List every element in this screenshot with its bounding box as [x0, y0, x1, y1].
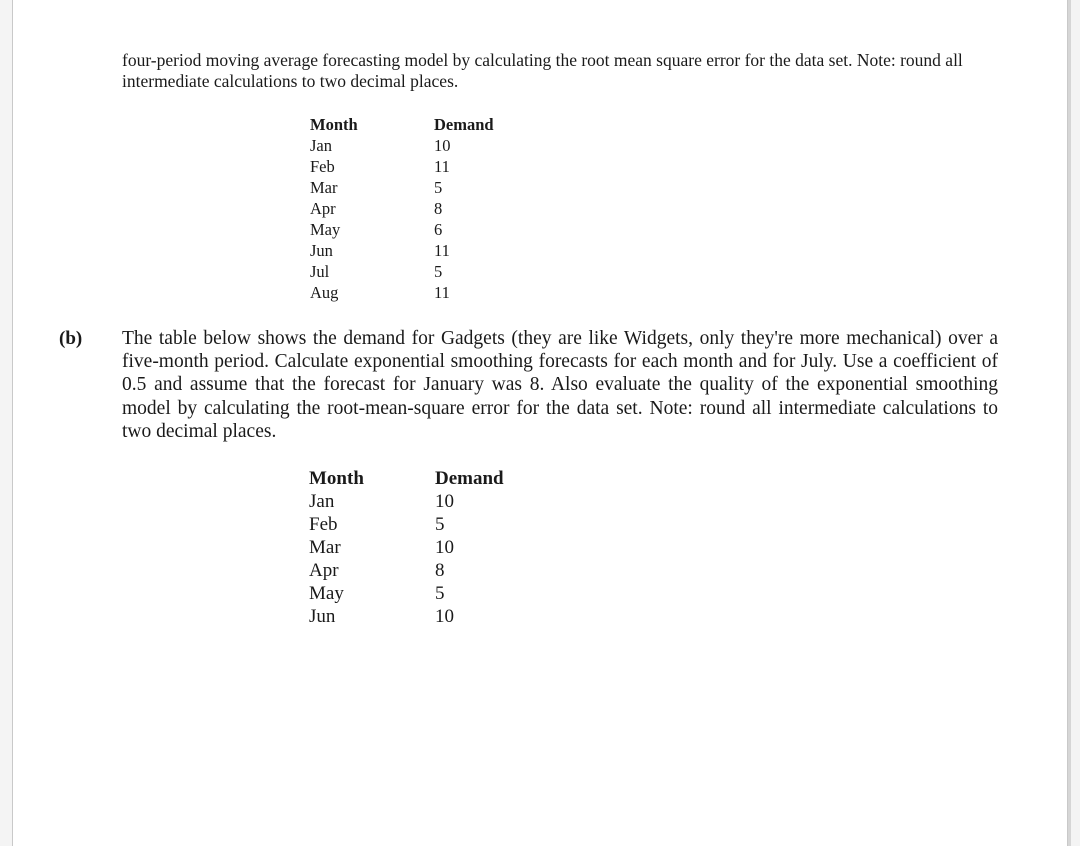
month-cell: Feb	[310, 157, 335, 176]
month-cell: Jul	[310, 262, 330, 281]
demand-cell: 5	[435, 514, 445, 535]
month-cell: Jun	[309, 606, 336, 627]
month-cell: Apr	[310, 199, 336, 218]
demand-header: Demand	[435, 468, 504, 489]
demand-cell: 11	[434, 283, 450, 302]
part-b-text: The table below shows the demand for Gadgets (they are like Widgets, only they're more mechanical) over a five-month period. Calculate exponential smoothing forecasts for each month and for July. Use a coefficient of 0.5 and assume that the forecast for January was 8. Also evaluate the quality of the exponential smoothing model by calculating the root-mean-square error for the data set. Note: round all intermediate calculations to two decimal places.	[122, 328, 998, 442]
month-cell: Aug	[310, 283, 339, 302]
demand-header: Demand	[434, 115, 494, 134]
month-cell: May	[309, 583, 344, 604]
demand-cell: 6	[434, 220, 443, 239]
demand-cell: 10	[435, 491, 454, 512]
demand-cell: 11	[434, 241, 450, 260]
month-cell: Apr	[309, 560, 339, 581]
demand-column	[434, 114, 494, 303]
demand-cell: 5	[435, 583, 445, 604]
month-column	[310, 114, 358, 303]
demand-column	[435, 467, 504, 628]
month-column	[309, 467, 364, 628]
month-cell: Mar	[309, 537, 341, 558]
demand-cell: 10	[435, 606, 454, 627]
month-cell: Jan	[310, 136, 332, 155]
part-a-text: four-period moving average forecasting model by calculating the root mean square error for the data set. Note: round all intermediate calculations to two decimal places.	[122, 50, 963, 91]
demand-cell: 5	[434, 262, 443, 281]
part-b-label: (b)	[59, 328, 83, 349]
month-header: Month	[310, 115, 358, 134]
demand-cell: 5	[434, 178, 443, 197]
demand-cell: 8	[434, 199, 443, 218]
demand-cell: 10	[434, 136, 451, 155]
demand-cell: 11	[434, 157, 450, 176]
demand-cell: 10	[435, 537, 454, 558]
month-cell: Mar	[310, 178, 338, 197]
month-header: Month	[309, 468, 364, 489]
month-cell: Feb	[309, 514, 338, 535]
month-cell: May	[310, 220, 341, 239]
month-cell: Jun	[310, 241, 333, 260]
demand-cell: 8	[435, 560, 445, 581]
page-edge	[1068, 0, 1071, 846]
month-cell: Jan	[309, 491, 335, 512]
